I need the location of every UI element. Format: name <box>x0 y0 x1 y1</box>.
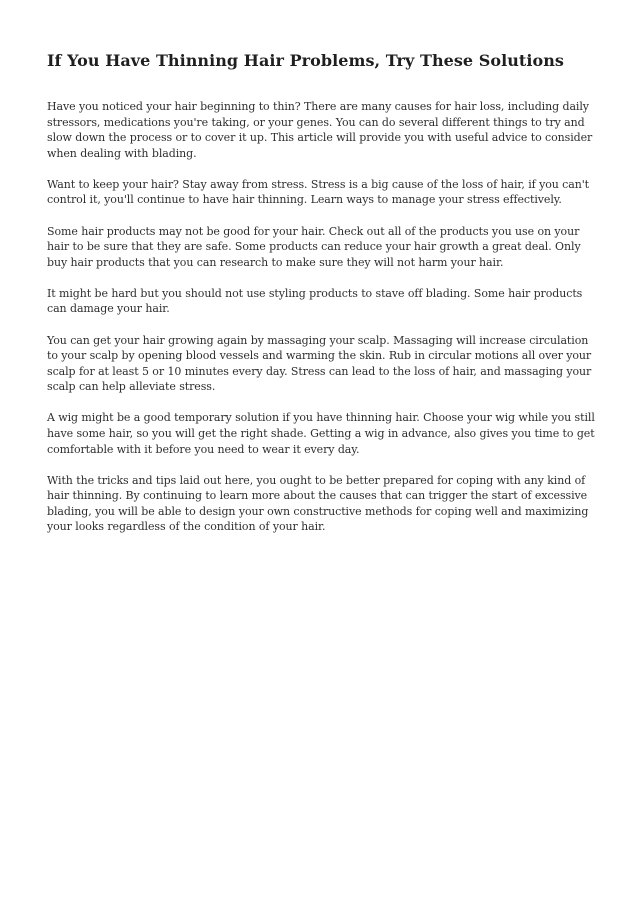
paragraph-stress: Want to keep your hair? Stay away from stress. Stress is a big cause of the loss of hair, if you can't control it, you'll continue to have hair thinning. Learn ways to manage your stress effectively. <box>47 177 590 207</box>
paragraph-products: Some hair products may not be good for your hair. Check out all of the products you use on your hair to be sure that they are safe. Some products can reduce your hair growth a great deal. Only buy hair products that you can research to make sure they will not harm your hair. <box>47 224 581 269</box>
paragraph-intro: Have you noticed your hair beginning to thin? There are many causes for hair loss, including daily stressors, medications you're taking, or your genes. You can do several different things to try and slow down the process or to cover it up. This article will provide you with useful advice to consider when dealing with blading. <box>47 100 593 160</box>
paragraph-conclusion: With the tricks and tips laid out here, you ought to be better prepared for coping with any kind of hair thinning. By continuing to learn more about the causes that can trigger the start of excessive blading, you will be able to design your own constructive methods for coping well and maximizing your looks regardless of the condition of your hair. <box>47 473 589 534</box>
document-page <box>47 50 595 551</box>
paragraph-styling: It might be hard but you should not use styling products to stave off blading. Some hair products can damage your hair. <box>47 286 583 316</box>
paragraph-massage: You can get your hair growing again by massaging your scalp. Massaging will increase circulation to your scalp by opening blood vessels and warming the skin. Rub in circular motions all over your scalp for at least 5 or 10 minutes every day. Stress can lead to the loss of hair, and massaging your scalp can help alleviate stress. <box>47 333 592 394</box>
document-title: If You Have Thinning Hair Problems, Try These Solutions <box>47 51 564 70</box>
paragraph-wig: A wig might be a good temporary solution if you have thinning hair. Choose your wig while you still have some hair, so you will get the right shade. Getting a wig in advance, also gives you time to get comfortable with it before you need to wear it every day. <box>47 411 595 456</box>
